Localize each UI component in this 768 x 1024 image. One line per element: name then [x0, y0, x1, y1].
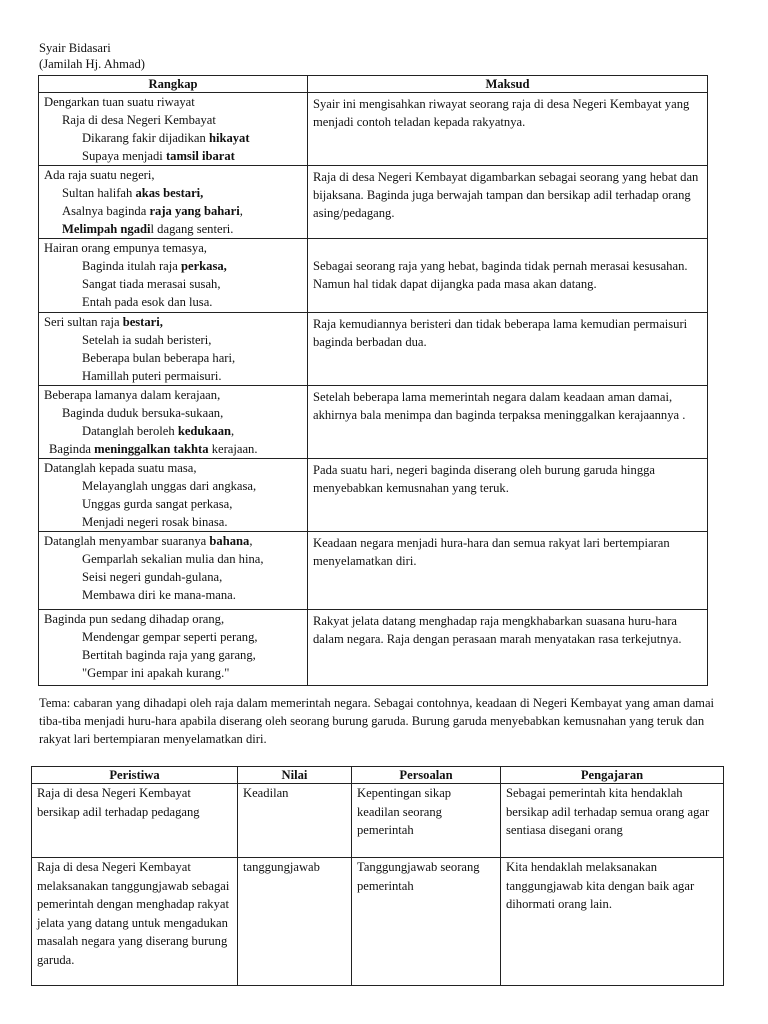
maksud-cell — [308, 313, 708, 386]
maksud-cell — [308, 610, 708, 686]
verse-text: Dikarang fakir dijadikan — [82, 131, 209, 145]
verse-line — [44, 568, 302, 586]
maksud-cell — [308, 166, 708, 239]
verse-line — [44, 422, 302, 440]
maksud-cell — [308, 386, 708, 459]
verse-text: Datanglah beroleh — [82, 424, 178, 438]
bold-term: kedukaan — [177, 424, 232, 438]
verse-line — [44, 129, 302, 147]
verse-line — [44, 313, 302, 331]
verse-line — [44, 586, 302, 604]
persoalan-cell: Tanggungjawab seorang pemerintah — [352, 858, 501, 986]
verse-text: Seisi negeri gundah-gulana, — [82, 570, 223, 584]
table-row — [39, 386, 708, 459]
maksud-text: Rakyat jelata datang menghadap raja mengkhabarkan suasana huru-hara dalam negara. Raja dengan perasaan marah menyatakan rasa terkejutnya. — [313, 614, 682, 646]
verse-line — [44, 532, 302, 550]
maksud-cell — [308, 239, 708, 313]
header-rangkap: Rangkap — [39, 76, 308, 93]
verse-text: "Gempar ini apakah kurang." — [82, 666, 230, 680]
maksud-text: Syair ini mengisahkan riwayat seorang raja di desa Negeri Kembayat yang menjadi contoh teladan kepada rakyatnya. — [313, 97, 690, 129]
verse-text: , — [249, 534, 253, 548]
verse-text: Bertitah baginda raja yang garang, — [82, 648, 256, 662]
table-header-row — [32, 767, 724, 784]
verse-line — [44, 610, 302, 628]
verse-line — [44, 459, 302, 477]
verse-text: Menjadi negeri rosak binasa. — [82, 515, 228, 529]
verse-line — [44, 331, 302, 349]
verse-text: Raja di desa Negeri Kembayat — [62, 113, 216, 127]
verse-line — [44, 646, 302, 664]
bold-term: Melimpah ngadi — [62, 222, 151, 236]
verse-text: Ada raja suatu negeri, — [44, 168, 155, 182]
peristiwa-cell: Raja di desa Negeri Kembayat bersikap adil terhadap pedagang — [32, 784, 238, 858]
verse-text: Hamillah puteri permaisuri. — [82, 369, 222, 383]
rangkap-cell — [39, 93, 308, 166]
verse-line — [44, 184, 302, 202]
poem-author: (Jamilah Hj. Ahmad) — [39, 57, 145, 71]
poem-title: Syair Bidasari — [39, 41, 111, 55]
header-maksud: Maksud — [308, 76, 708, 93]
rangkap-cell — [39, 166, 308, 239]
verse-line — [44, 93, 302, 111]
verse-line — [44, 111, 302, 129]
verse-line — [44, 166, 302, 184]
maksud-text: Setelah beberapa lama memerintah negara dalam keadaan aman damai, akhirnya bala menimpa dan baginda terpaksa meninggalkan kerajaannya . — [313, 390, 686, 422]
verse-text: Baginda pun sedang dihadap orang, — [44, 612, 225, 626]
bold-term: tamsil ibarat — [165, 149, 235, 163]
verse-text: Datanglah menyambar suaranya — [44, 534, 210, 548]
verse-line — [44, 404, 302, 422]
verse-line — [44, 495, 302, 513]
peristiwa-cell: Raja di desa Negeri Kembayat melaksanakan tanggungjawab sebagai pemerintah dengan menghadap rakyat jelata yang datang untuk mengadukan masalah negara yang diserang burung garuda. — [32, 858, 238, 986]
table-row — [39, 313, 708, 386]
verse-line — [44, 513, 302, 531]
syair-analysis-table — [38, 75, 708, 686]
maksud-text: Pada suatu hari, negeri baginda diserang oleh burung garuda hingga menyebabkan kemusnahan yang teruk. — [313, 463, 656, 495]
nilai-pengajaran-table — [31, 766, 724, 986]
verse-text: Mendengar gempar seperti perang, — [82, 630, 258, 644]
tema-paragraph: Tema: cabaran yang dihadapi oleh raja dalam memerintah negara. Sebagai contohnya, keadaan di Negeri Kembayat yang aman damai tiba-tiba menjadi huru-hara apabila diserang oleh seorang burung garuda. Burung garuda menyebabkan kemusnahan yang teruk dan rakyat lari bertempiaran menyelamatkan diri. — [39, 696, 715, 746]
verse-line — [44, 202, 302, 220]
table-row — [39, 459, 708, 532]
verse-line — [44, 275, 302, 293]
table-row — [39, 610, 708, 686]
verse-text: Supaya menjadi — [82, 149, 166, 163]
verse-text: Gemparlah sekalian mulia dan hina, — [82, 552, 264, 566]
verse-line — [44, 550, 302, 568]
verse-line — [44, 664, 302, 682]
bold-term: bestari, — [122, 315, 163, 329]
table-row — [32, 784, 724, 858]
pengajaran-cell: Kita hendaklah melaksanakan tanggungjawab kita dengan baik agar dihormati orang lain. — [501, 858, 724, 986]
maksud-text: Sebagai seorang raja yang hebat, baginda tidak pernah merasai kesusahan. Namun hal tidak dapat dijangka pada masa akan datang. — [313, 259, 688, 291]
maksud-cell — [308, 532, 708, 610]
bold-term: perkasa, — [180, 259, 227, 273]
verse-text: Entah pada esok dan lusa. — [82, 295, 213, 309]
verse-text: Sangat tiada merasai susah, — [82, 277, 221, 291]
table-row — [39, 166, 708, 239]
nilai-cell: tanggungjawab — [238, 858, 352, 986]
verse-text: kerajaan. — [208, 442, 258, 456]
maksud-text: Raja kemudiannya beristeri dan tidak beberapa lama kemudian permaisuri baginda berbadan dua. — [313, 317, 688, 349]
verse-text: Baginda itulah raja — [82, 259, 181, 273]
pengajaran-cell: Sebagai pemerintah kita hendaklah bersikap adil terhadap semua orang agar sentiasa disegani orang — [501, 784, 724, 858]
verse-text: Setelah ia sudah beristeri, — [82, 333, 212, 347]
table-row — [39, 532, 708, 610]
verse-text: Datanglah kepada suatu masa, — [44, 461, 197, 475]
verse-line — [44, 440, 302, 458]
rangkap-cell — [39, 459, 308, 532]
verse-line — [44, 367, 302, 385]
verse-text: Membawa diri ke mana-mana. — [82, 588, 236, 602]
bold-term: meninggalkan takhta — [94, 442, 209, 456]
verse-text: Baginda — [49, 442, 95, 456]
bold-term: raja yang bahari — [149, 204, 240, 218]
header-nilai: Nilai — [238, 767, 352, 784]
verse-text: Seri sultan raja — [44, 315, 123, 329]
bold-term: hikayat — [208, 131, 250, 145]
verse-text: Baginda duduk bersuka-sukaan, — [62, 406, 224, 420]
verse-line — [44, 257, 302, 275]
verse-line — [44, 349, 302, 367]
table-row — [39, 93, 708, 166]
maksud-text: Keadaan negara menjadi hura-hara dan semua rakyat lari bertempiaran menyelamatkan diri. — [313, 536, 670, 568]
verse-line — [44, 147, 302, 165]
bold-term: akas bestari, — [135, 186, 204, 200]
verse-line — [44, 477, 302, 495]
document-heading — [39, 40, 145, 72]
verse-text: Beberapa bulan beberapa hari, — [82, 351, 236, 365]
rangkap-cell — [39, 239, 308, 313]
table-header-row — [39, 76, 708, 93]
verse-line — [44, 628, 302, 646]
rangkap-cell — [39, 386, 308, 459]
verse-text: Beberapa lamanya dalam kerajaan, — [44, 388, 221, 402]
table-row — [32, 858, 724, 986]
rangkap-cell — [39, 313, 308, 386]
maksud-text: Raja di desa Negeri Kembayat digambarkan sebagai seorang yang hebat dan bijaksana. Baginda juga berwajah tampan dan bersikap adil terhadap orang asing/pedagang. — [313, 170, 699, 220]
verse-line — [44, 220, 302, 238]
verse-text: Sultan halifah — [62, 186, 136, 200]
maksud-cell — [308, 459, 708, 532]
verse-text: , — [231, 424, 235, 438]
header-pengajaran: Pengajaran — [501, 767, 724, 784]
verse-text: Melayanglah unggas dari angkasa, — [82, 479, 257, 493]
rangkap-cell — [39, 532, 308, 610]
verse-text: , — [239, 204, 243, 218]
maksud-cell — [308, 93, 708, 166]
verse-text: Dengarkan tuan suatu riwayat — [44, 95, 195, 109]
nilai-cell: Keadilan — [238, 784, 352, 858]
verse-line — [44, 239, 302, 257]
rangkap-cell — [39, 610, 308, 686]
verse-text: l dagang senteri. — [150, 222, 234, 236]
verse-line — [44, 386, 302, 404]
bold-term: bahana — [209, 534, 250, 548]
verse-text: Asalnya baginda — [62, 204, 150, 218]
verse-text: Unggas gurda sangat perkasa, — [82, 497, 233, 511]
verse-line — [44, 293, 302, 311]
table-row — [39, 239, 708, 313]
verse-text: Hairan orang empunya temasya, — [44, 241, 207, 255]
persoalan-cell: Kepentingan sikap keadilan seorang pemerintah — [352, 784, 501, 858]
header-peristiwa: Peristiwa — [32, 767, 238, 784]
header-persoalan: Persoalan — [352, 767, 501, 784]
